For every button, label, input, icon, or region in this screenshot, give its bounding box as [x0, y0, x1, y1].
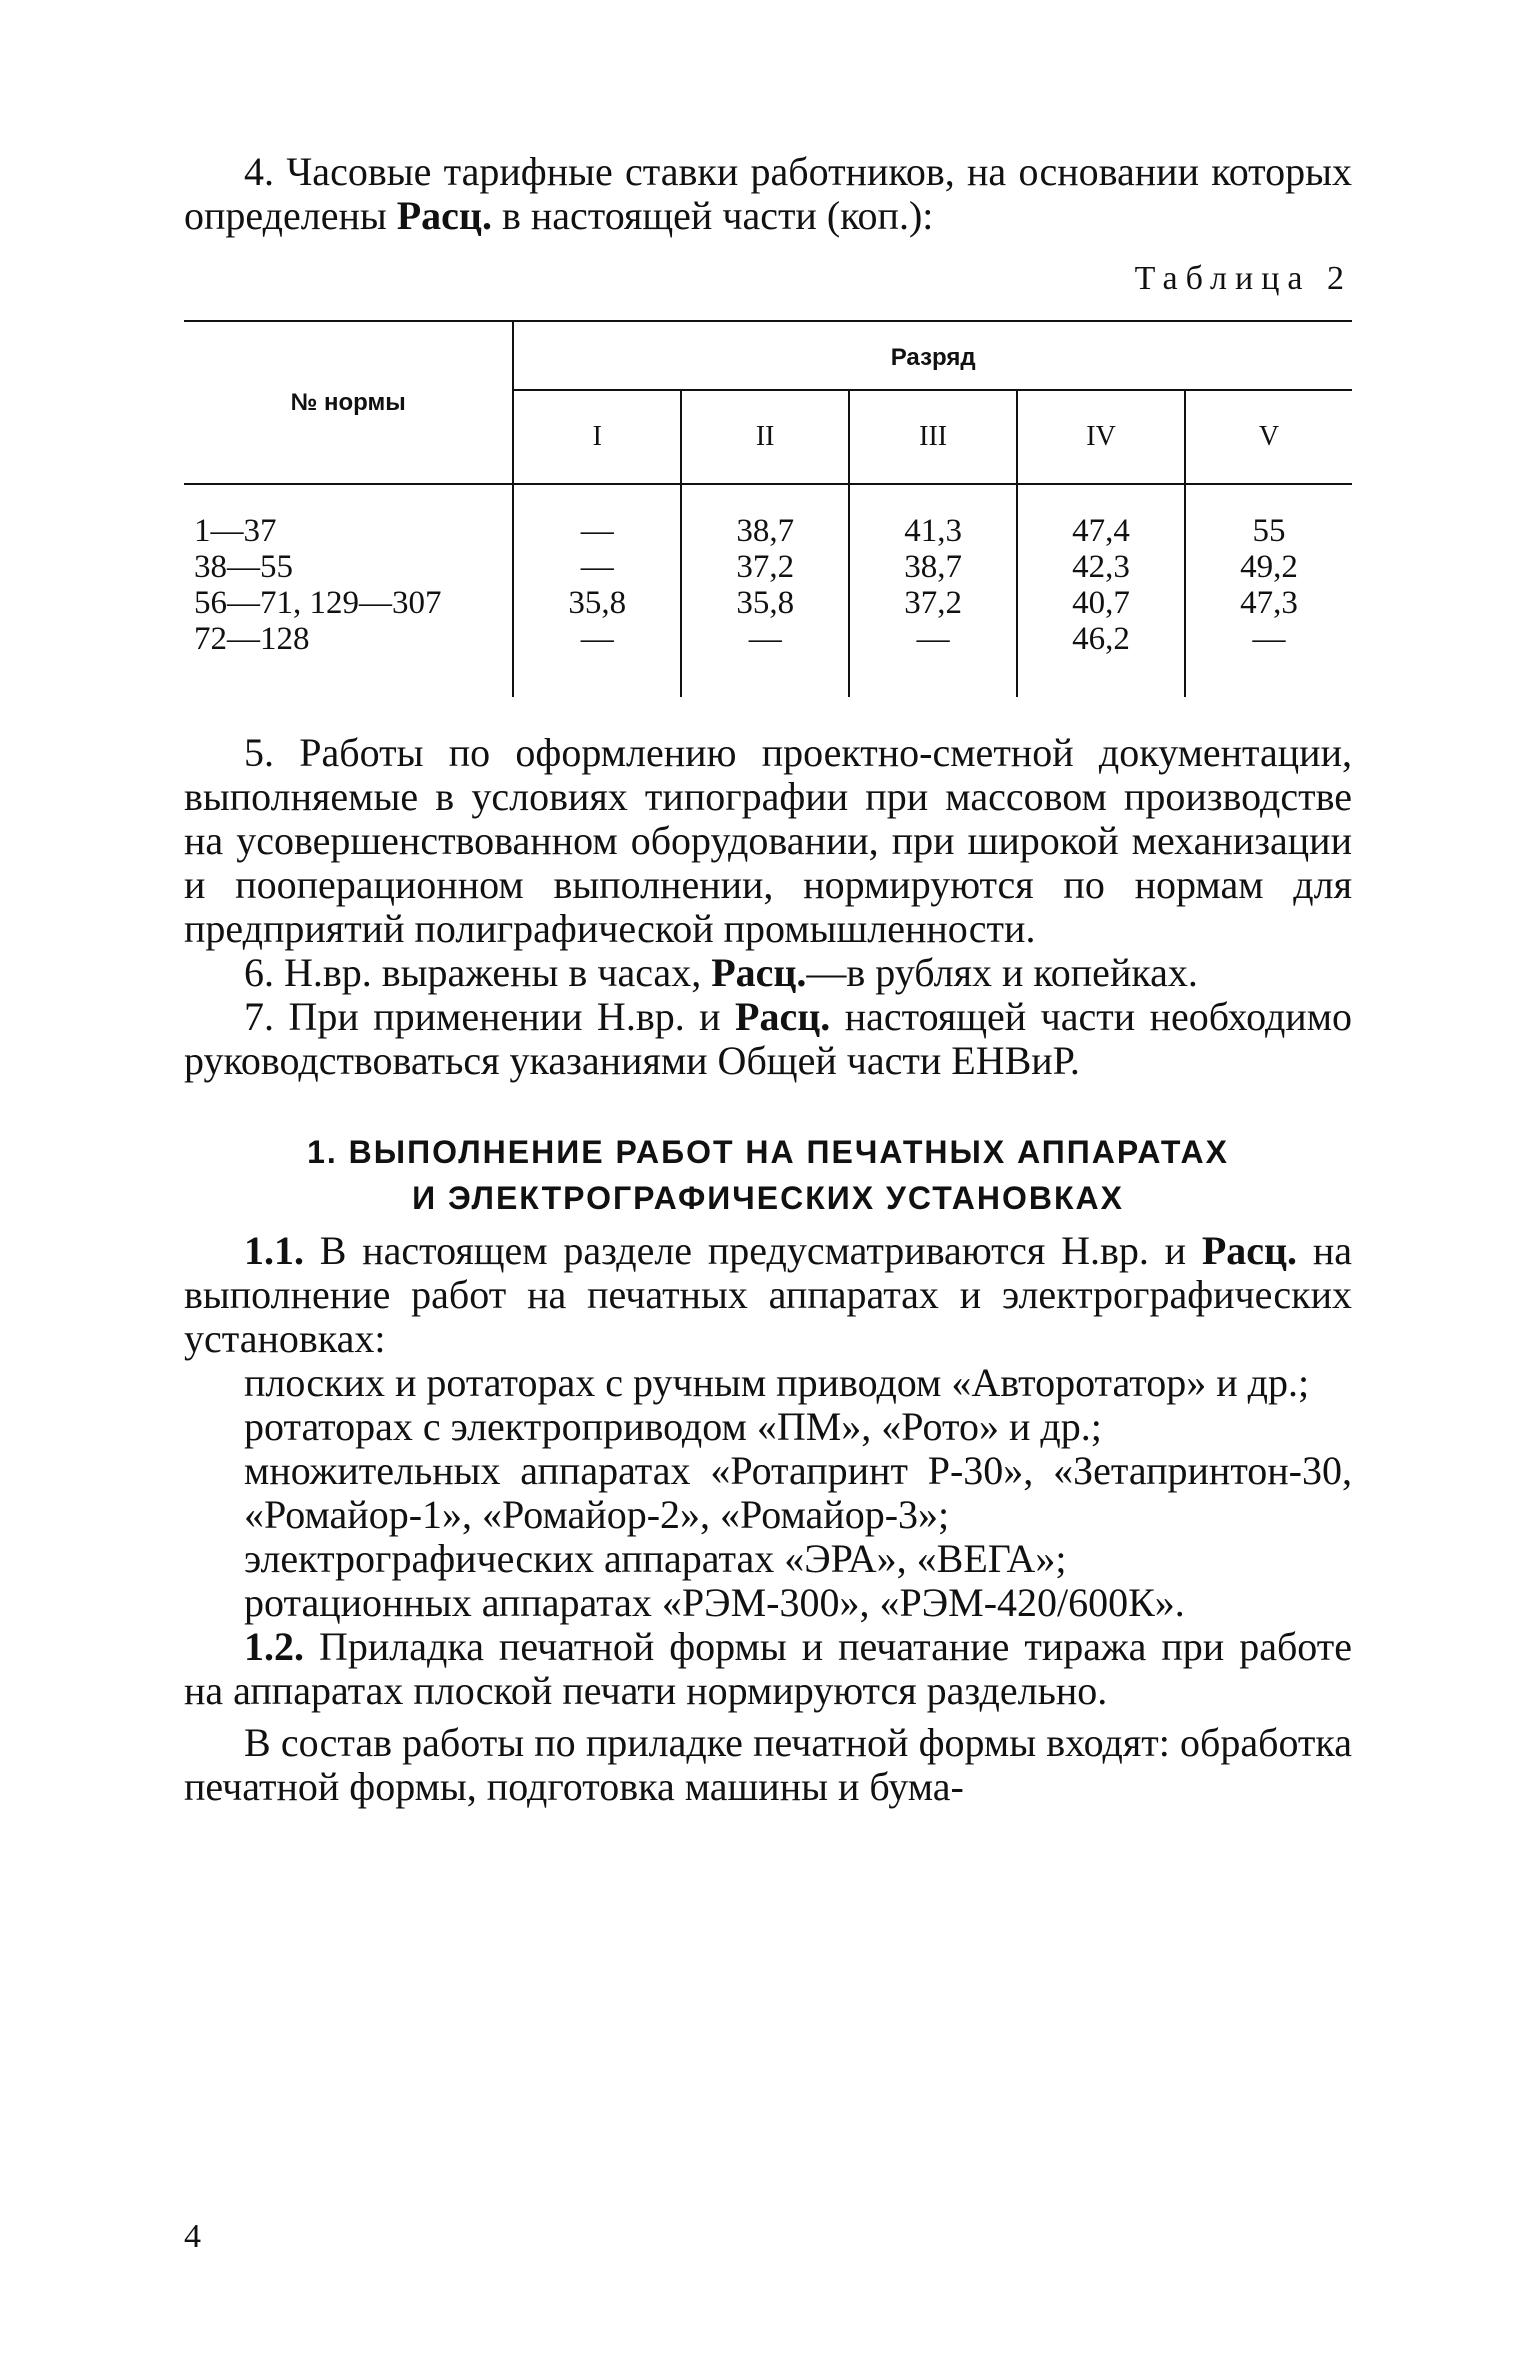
rank-2-column — [681, 484, 849, 697]
term-rasc: Расц. — [735, 994, 831, 1039]
rate-cell: 37,2 — [736, 549, 795, 585]
rank-1-column — [513, 484, 681, 697]
rate-cell: 40,7 — [1072, 585, 1130, 621]
term-rasc: Расц. — [1201, 1228, 1298, 1273]
rate-cell: 41,3 — [904, 513, 962, 549]
rank-3-column — [849, 484, 1017, 697]
rate-cell: 37,2 — [904, 585, 962, 621]
paragraph-text: на выполнение работ на печатных аппаратах и электрографических установках: — [184, 1228, 1352, 1361]
header-rank-2: II — [681, 390, 849, 484]
rate-cell: 46,2 — [1072, 621, 1130, 657]
term-rasc: Расц. — [711, 950, 807, 995]
equipment-list — [184, 1361, 1352, 1625]
header-rank-5: V — [1258, 421, 1280, 452]
rate-cell: 55 — [1252, 513, 1286, 549]
page-number: 4 — [184, 2218, 201, 2255]
paragraph-text: в настоящей части (коп.): — [501, 193, 934, 238]
norm-column — [184, 484, 513, 697]
paragraph-text: Приладка печатной формы и печатание тиража при работе на аппаратах плоской печати нормируются раздельно. — [184, 1624, 1353, 1713]
norm-cell: 72—128 — [194, 621, 310, 657]
paragraph-text: Часовые тарифные ставки работников, на основании которых определены — [184, 149, 1352, 238]
paragraph-text: —в рублях и копейках. — [806, 950, 1198, 995]
paragraph-6 — [184, 951, 1352, 995]
rank-5-column — [1185, 484, 1352, 697]
rate-cell: — — [748, 621, 782, 657]
rate-cell: 47,4 — [1072, 513, 1130, 549]
paragraph-text: 7. При применении Н.вр. и — [244, 994, 721, 1039]
section-heading-line: И ЭЛЕКТРОГРАФИЧЕСКИХ УСТАНОВКАХ — [412, 1180, 1124, 1216]
document-page — [184, 150, 1352, 1809]
table-body-row — [184, 484, 1352, 697]
header-rank-group: Разряд — [513, 321, 1352, 390]
rate-cell: — — [1252, 621, 1286, 657]
list-item: плоских и ротаторах с ручным приводом «Авторотатор» и др.; — [244, 1360, 1310, 1405]
section-heading-line: 1. ВЫПОЛНЕНИЕ РАБОТ НА ПЕЧАТНЫХ АППАРАТАХ — [307, 1134, 1229, 1170]
rate-cell: — — [580, 621, 614, 657]
list-item: ротаторах с электроприводом «ПМ», «Рото» и др.; — [244, 1404, 1102, 1449]
norm-cell: 38—55 — [194, 549, 293, 585]
list-item: множительных аппаратах «Ротапринт Р-30», «Зетапринтон-30, «Ромайор-1», «Ромайор-2», «Ромайор-3»; — [244, 1448, 1352, 1537]
tariff-table — [184, 320, 1352, 697]
rate-cell: 38,7 — [904, 549, 962, 585]
rate-cell: 35,8 — [736, 585, 795, 621]
header-norm: № нормы — [184, 321, 513, 484]
rate-cell: — — [580, 549, 614, 585]
paragraph-7 — [184, 995, 1352, 1083]
paragraph-1-2 — [184, 1625, 1352, 1713]
rate-cell: 35,8 — [568, 585, 627, 621]
rate-cell: 49,2 — [1240, 549, 1298, 585]
paragraph-text: В настоящем разделе предусматриваются Н.вр. и — [319, 1228, 1187, 1273]
norm-cell: 1—37 — [194, 513, 277, 549]
paragraph-text: 6. Н.вр. выражены в часах, — [244, 950, 702, 995]
paragraph-4 — [184, 150, 1352, 238]
rate-cell: 47,3 — [1240, 585, 1298, 621]
list-item: электрографических аппаратах «ЭРА», «ВЕГА»; — [244, 1536, 1067, 1581]
rate-cell: 38,7 — [736, 513, 795, 549]
header-rank-3: III — [849, 390, 1017, 484]
section-heading — [184, 1129, 1352, 1221]
header-rank-1: I — [513, 390, 681, 484]
paragraph-text: настоящей части необходимо руководствоваться указаниями Общей части ЕНВиР. — [184, 994, 1353, 1083]
paragraph-number: 1.2. — [244, 1624, 304, 1669]
header-rank-4: IV — [1017, 390, 1185, 484]
list-item: ротационных аппаратах «РЭМ-300», «РЭМ-420/600К». — [244, 1580, 1185, 1625]
norm-cell: 56—71, 129—307 — [194, 585, 442, 621]
rate-cell: 42,3 — [1072, 549, 1130, 585]
rate-cell: — — [916, 621, 950, 657]
rate-cell: — — [580, 513, 614, 549]
term-rasc: Расц. — [396, 193, 492, 238]
paragraph-5: 5. Работы по оформлению проектно-сметной документации, выполняемые в условиях типографии при массовом производстве на усовершенствованном оборудовании, при широкой механизации и пооперационном выполнении, нормируются по нормам для предприятий полиграфической промышленности. — [184, 730, 1352, 951]
paragraph-composition: В состав работы по приладке печатной формы входят: обработка печатной формы, подготовка машины и бума- — [184, 1720, 1352, 1809]
table-caption: Таблица 2 — [1134, 260, 1352, 297]
paragraph-number: 1.1. — [244, 1228, 304, 1273]
paragraph-1-1 — [184, 1229, 1352, 1361]
rank-4-column — [1017, 484, 1185, 697]
paragraph-number: 4. — [244, 149, 274, 194]
